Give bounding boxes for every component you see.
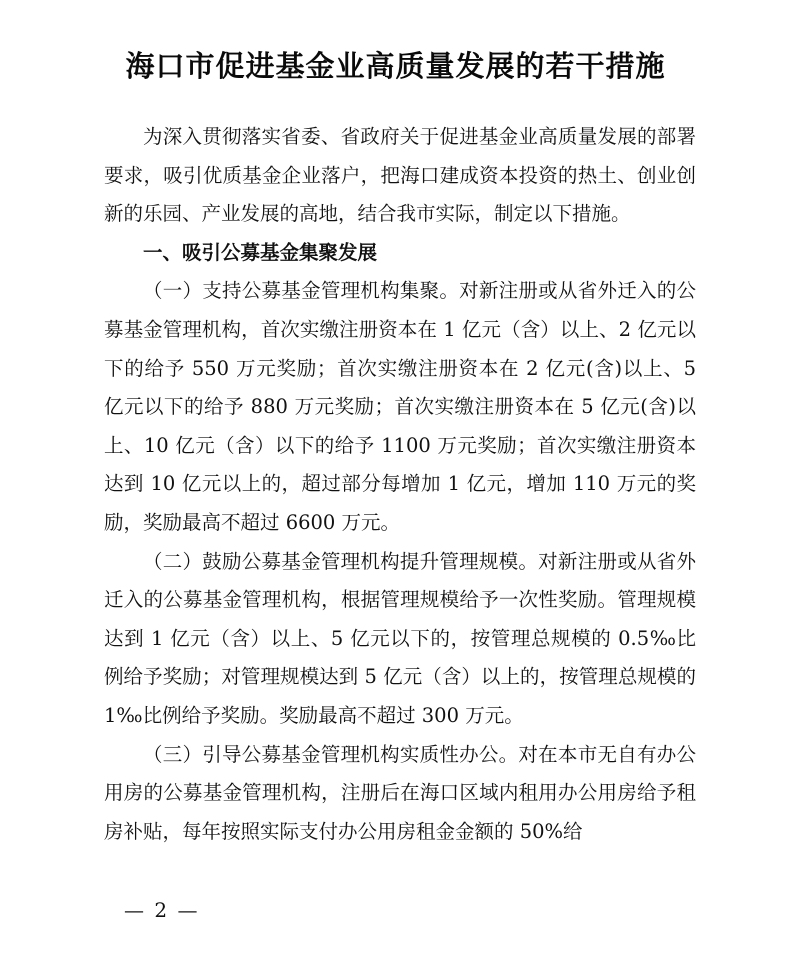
document-body [104, 118, 696, 851]
page-title: 海口市促进基金业高质量发展的若干措施 [125, 49, 666, 83]
section-heading: 一、吸引公募基金集聚发展 [143, 240, 378, 264]
intro-paragraph: 为深入贯彻落实省委、省政府关于促进基金业高质量发展的部署要求，吸引优质基金企业落户，把海口建成资本投资的热土、创业创新的乐园、产业发展的高地，结合我市实际，制定以下措施。 [104, 125, 696, 226]
section-item-2: （二）鼓励公募基金管理机构提升管理规模。对新注册或从省外迁入的公募基金管理机构，根据管理规模给予一次性奖励。管理规模达到 1 亿元（含）以上、5 亿元以下的，按管理总规模的 0.5‰比例给予奖励；对管理规模达到 5 亿元（含）以上的，按管理总规模的 1‰比例给予奖励。奖励最高不超过 300 万元。 [104, 549, 696, 727]
section-item-1: （一）支持公募基金管理机构集聚。对新注册或从省外迁入的公募基金管理机构，首次实缴注册资本在 1 亿元（含）以上、2 亿元以下的给予 550 万元奖励；首次实缴注册资本在 2 亿元(含)以上、5 亿元以下的给予 880 万元奖励；首次实缴注册资本在 5 亿元(含)以上、10 亿元（含）以下的给予 1100 万元奖励；首次实缴注册资本达到 10 亿元以上的，超过部分每增加 1 亿元，增加 110 万元的奖励，奖励最高不超过 6600 万元。 [104, 279, 696, 534]
page-number: — 2 — [124, 898, 200, 922]
section-item-3: （三）引导公募基金管理机构实质性办公。对在本市无自有办公用房的公募基金管理机构，注册后在海口区域内租用办公用房给予租房补贴，每年按照实际支付办公用房租金金额的 50%给 [104, 742, 696, 843]
